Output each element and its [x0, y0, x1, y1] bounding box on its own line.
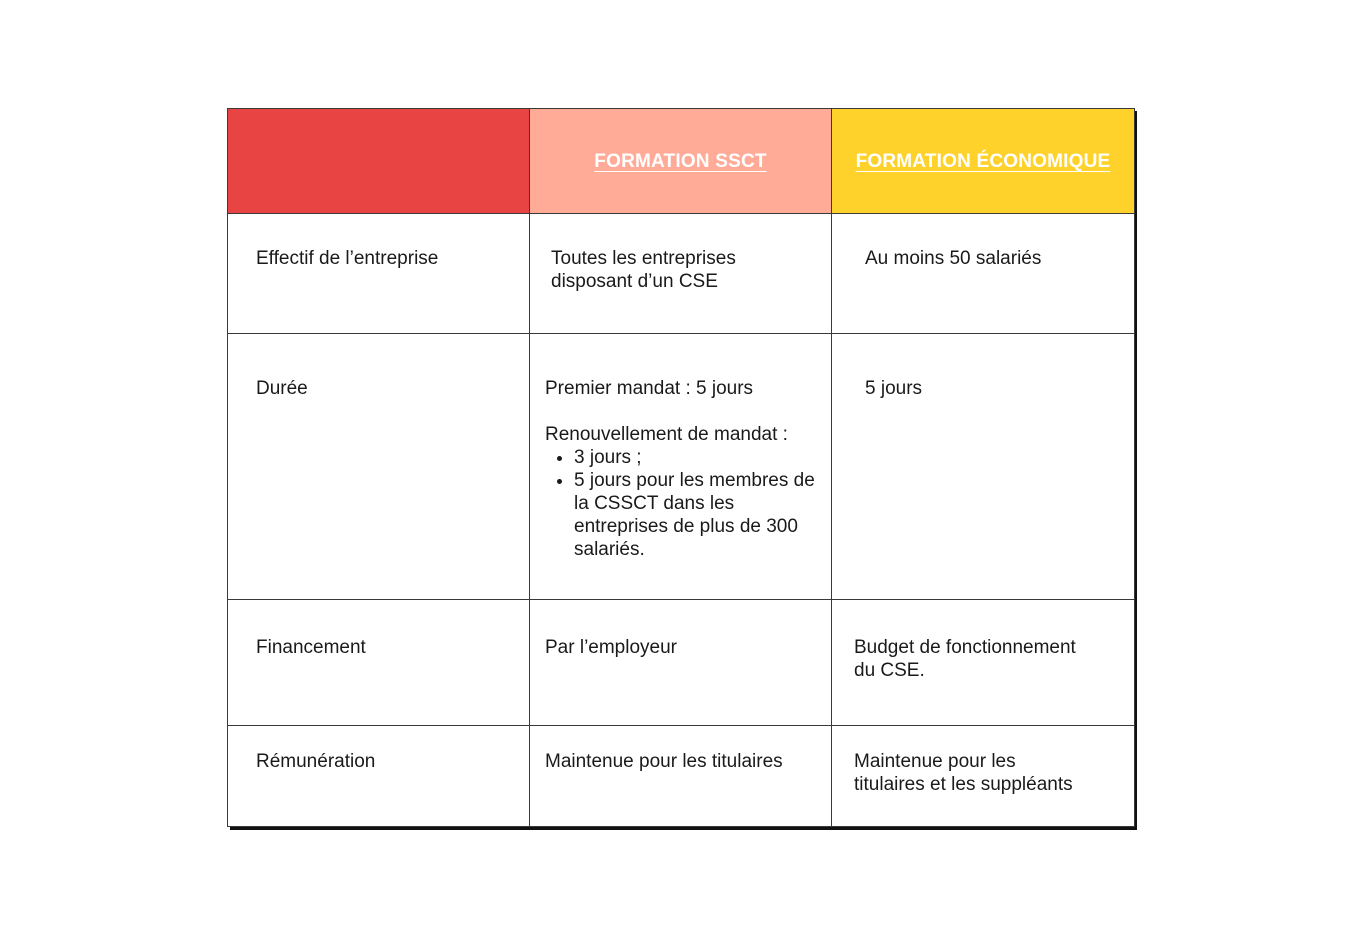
table-row-duree: [228, 334, 1135, 600]
renewal-text: Renouvellement de mandat :: [545, 424, 788, 445]
row-label-cell: [228, 214, 530, 334]
ssct-cell: [530, 726, 832, 827]
eco-cell: [832, 334, 1135, 600]
comparison-table-wrapper: [227, 108, 1134, 827]
row-label-cell: [228, 600, 530, 726]
eco-value: Au moins 50 salariés: [865, 248, 1042, 269]
eco-value: Budget de fonctionnement du CSE.: [854, 637, 1076, 681]
row-label-cell: [228, 334, 530, 600]
header-cell-eco: [832, 109, 1135, 214]
ssct-cell: [530, 334, 832, 600]
ssct-value: Par l’employeur: [545, 637, 677, 658]
ssct-value: Maintenue pour les titulaires: [545, 751, 783, 772]
table-row-financement: [228, 600, 1135, 726]
list-item: • 3 jours ;: [574, 446, 821, 469]
ssct-cell: [530, 600, 832, 726]
first-mandate-text: Premier mandat : 5 jours: [545, 378, 754, 399]
row-label: Durée: [256, 378, 308, 399]
header-link-ssct[interactable]: FORMATION SSCT: [594, 150, 767, 172]
renewal-list: [545, 446, 821, 561]
eco-cell: [832, 214, 1135, 334]
list-item: • 5 jours pour les membres de la CSSCT dans les entreprises de plus de 300 salariés.: [574, 469, 821, 561]
eco-value: Maintenue pour les titulaires et les suppléants: [854, 751, 1073, 795]
ssct-cell: [530, 214, 832, 334]
comparison-table: [227, 108, 1135, 827]
ssct-value: [530, 334, 831, 561]
header-cell-empty: [228, 109, 530, 214]
eco-value: 5 jours: [865, 378, 923, 399]
table-row-remuneration: [228, 726, 1135, 827]
row-label: Rémunération: [256, 751, 376, 772]
header-link-eco[interactable]: FORMATION ÉCONOMIQUE: [855, 150, 1111, 172]
table-row-effectif: [228, 214, 1135, 334]
table-header-row: [228, 109, 1135, 214]
eco-cell: [832, 726, 1135, 827]
header-cell-ssct: [530, 109, 832, 214]
row-label: Financement: [256, 637, 366, 658]
row-label-cell: [228, 726, 530, 827]
row-label: Effectif de l’entreprise: [256, 248, 439, 269]
eco-cell: [832, 600, 1135, 726]
ssct-value: Toutes les entreprises disposant d’un CSE: [551, 248, 736, 292]
